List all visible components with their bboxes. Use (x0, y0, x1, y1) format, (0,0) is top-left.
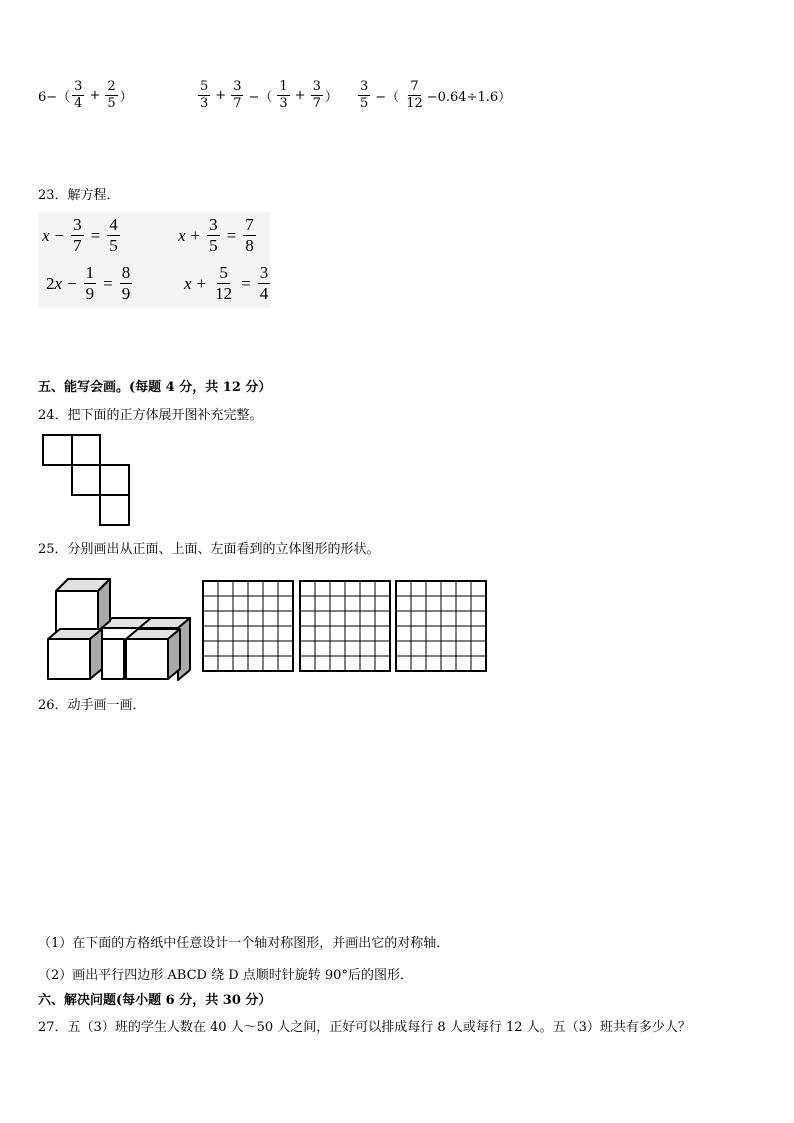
expression-1 (38, 80, 133, 111)
bottom-left-cube-front (48, 639, 90, 679)
net-square (100, 495, 129, 525)
equation-1: x − $\frac{3}{7}$ = $\frac{4}{5}$ (42, 215, 118, 255)
cube-stack-figure (44, 576, 194, 682)
q24-title: 24．把下面的正方体展开图补充完整。 (38, 408, 263, 423)
net-square (100, 465, 129, 495)
expression-3 (356, 80, 511, 111)
q27-text: 27．五（3）班的学生人数在 40 人～50 人之间，正好可以排成每行 8 人或每行 12 人。五（3）班共有多少人？ (38, 1020, 691, 1035)
operator: + (215, 88, 227, 103)
grid-top-view (300, 581, 390, 671)
q26-title: 26．动手画一画． (38, 698, 146, 713)
expr1-lead: 6−（ (38, 90, 71, 105)
q25-title: 25．分别画出从正面、上面、左面看到的立体图形的形状。 (38, 542, 380, 557)
operator: + (89, 88, 101, 103)
net-square (72, 465, 100, 495)
expr1-close: ） (119, 90, 133, 105)
net-square (72, 435, 100, 465)
grid-left-view (396, 581, 486, 671)
fraction: $\frac{1}{3}$ (279, 79, 288, 111)
answer-grids (202, 580, 488, 674)
fraction: $\frac{3}{7}$ (312, 79, 321, 111)
fraction: $\frac{3}{5}$ (360, 79, 369, 111)
fraction: $\frac{7}{12}$ (406, 79, 423, 111)
equation-3: 2 x − $\frac{1}{9}$ = $\frac{8}{9}$ (46, 263, 131, 303)
expr3-tail: −0.64÷1.6） (426, 90, 512, 105)
expr2-close: ） (324, 90, 338, 105)
fraction: $\frac{3}{4}$ (74, 79, 83, 111)
bottom-right-cube-front (126, 639, 168, 679)
operator: + (294, 88, 306, 103)
q26-part-2: （2）画出平行四边形 ABCD 绕 D 点顺时针旋转 90°后的图形． (38, 968, 413, 983)
operator: −（ (248, 90, 273, 105)
expression-2 (196, 80, 338, 111)
operator: −（ (375, 90, 400, 105)
grid-front-view (203, 581, 293, 671)
net-square (43, 435, 72, 465)
equation-4: x + $\frac{5}{12}$ = $\frac{3}{4}$ (184, 263, 269, 303)
fraction: $\frac{3}{7}$ (233, 79, 242, 111)
section-6-title: 六、解决问题(每小题 6 分，共 30 分） (38, 993, 272, 1008)
cube-net-figure (40, 432, 132, 528)
top-cube-front (56, 591, 98, 631)
q23-title: 23．解方程． (38, 188, 120, 203)
equation-2: x + $\frac{3}{5}$ = $\frac{7}{8}$ (178, 215, 254, 255)
fraction: $\frac{2}{5}$ (107, 79, 116, 111)
fraction: $\frac{5}{3}$ (200, 79, 209, 111)
q26-part-1: （1）在下面的方格纸中任意设计一个轴对称图形，并画出它的对称轴． (38, 936, 450, 951)
section-5-title: 五、能写会画。(每题 4 分，共 12 分） (38, 380, 272, 395)
